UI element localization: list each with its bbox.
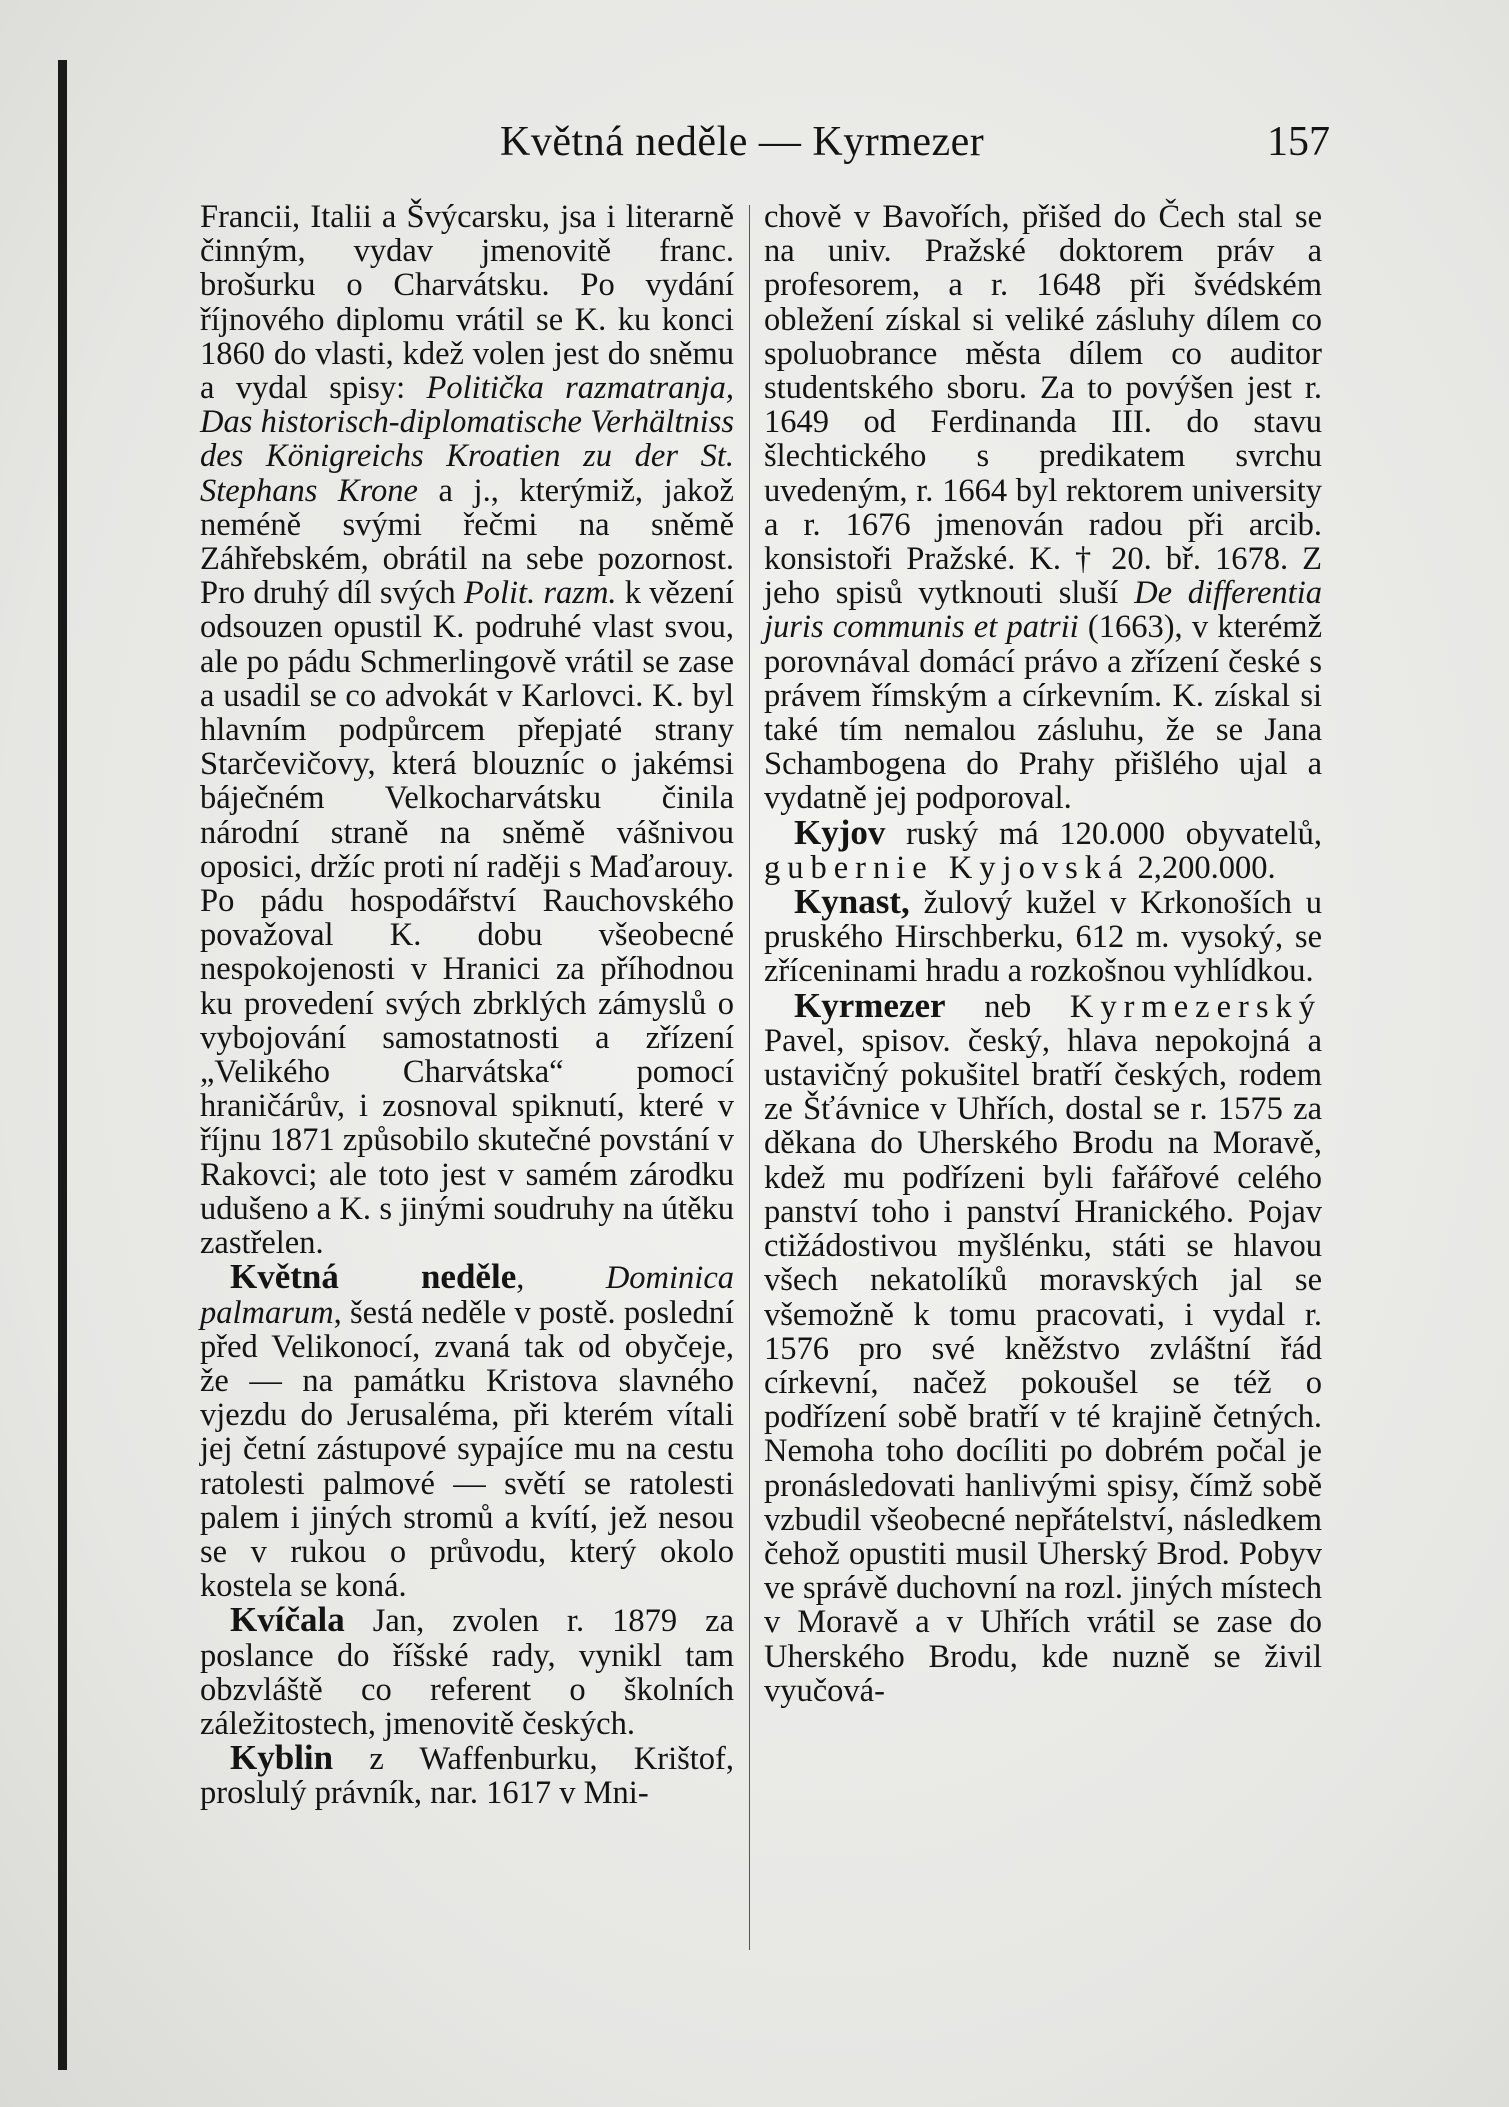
entry-text: Francii, Italii a Švýcarsku, jsa i literarně činným, vydav jmenovitě franc. brošurku o Charvátsku. Po vydání říjnového diplomu vrátil se K. ku konci 1860 do vlasti, kdež volen jest do sněmu a vydal spisy:	[200, 199, 734, 407]
entry-kvicala	[200, 1600, 734, 1742]
entry-headword: Kvíčala	[230, 1600, 345, 1640]
entry-headword: Kynast,	[794, 882, 910, 922]
entry-text: a j., kterýmiž, jakož neméně svými řečmi na sněmě Záhřebském, obrátil na sebe pozornost. Pro druhý díl svých	[200, 472, 734, 612]
work-title: Polit. razm.	[463, 575, 617, 612]
entry-continuation	[200, 200, 734, 1260]
entry-kyblin	[200, 1738, 734, 1812]
spaced-term: gubernie Kyjovská	[764, 849, 1130, 886]
running-title: Květná neděle — Kyrmezer	[500, 119, 985, 165]
entry-headword: Květná neděle	[230, 1257, 517, 1297]
entry-text: ruský má 120.000 obyvatelů,	[885, 815, 1322, 852]
work-title: De differentia juris communis et patrii	[764, 575, 1322, 646]
entry-text: Jan, zvolen r. 1879 za poslance do říšské rady, vynikl tam obzvláště co referent o školních záležitostech, jmenovitě českých.	[200, 1603, 734, 1742]
entry-text: (1663), v kterémž porovnával domácí právo a zřízení české s právem římským a církevním. K. získal si také tím nemalou zásluhu, že se Jana Schambogena do Prahy přišlého ujal a vydatně jej podporoval.	[764, 609, 1322, 817]
entry-headword: Kyrmezer	[794, 985, 946, 1025]
entry-kyblin-continued	[764, 200, 1322, 816]
column-divider	[749, 205, 750, 1950]
work-title: Politička razmatranja, Das historisch-diplomatische Verhältniss des Königreichs Kroatien zu der St. Stephans Krone	[200, 370, 735, 509]
spaced-term: Kyrmezerský	[1069, 988, 1322, 1025]
entry-text: Pavel, spisov. český, hlava nepokojná a ustavičný pokušitel bratří českých, rodem ze Šťávnice v Uhřích, dostal se r. 1575 za děkana do Uherského Brodu na Moravě, kdež mu podřízeni byli fařářové celého panství toho i panství Hranického. Pojav ctižádostivou myšlénku, státi se hlavou všech nekatolíků moravských jal se všemožně k tomu pracovati, i vydal r. 1576 pro své kněžstvo zvláštní řád církevní, načež pokoušel se též o podřízení sobě bratří v té krajině četných. Nemoha toho docíliti po dobrém počal je pronásledovati hanlivými spisy, čímž sobě vzbudil všeobecné nepřátelství, následkem čehož opustiti musil Uherský Brod. Pobyv ve správě duchovní na rozl. jiných místech v Moravě a v Uhřích vrátil se zase do Uherského Brodu, kde nuzně se živil vyučová-	[764, 1022, 1322, 1709]
entry-headword: Kyblin	[230, 1738, 334, 1778]
entry-kyrmezer	[764, 985, 1322, 1709]
entry-kvetna-nedele: Květná neděle, Dominica palmarum, šestá neděle v postě. poslední před Velikonocí, zvaná tak od obyčeje, že — na památku Kristova slavného vjezdu do Jerusaléma, při kterém vítali jej četní zástupové sypajíce mu na cestu ratolesti palmové — světí se ratolesti palem i jiných stromů a kvítí, jež nesou se v rukou o průvodu, který okolo kostela se koná.	[200, 1257, 735, 1605]
running-header	[200, 118, 1330, 178]
entry-text: neb	[945, 988, 1070, 1025]
entry-headword: Kyjov	[794, 812, 886, 852]
entry-kyjov	[764, 812, 1322, 886]
left-column	[200, 200, 734, 1811]
latin-term: Dominica palmarum	[200, 1260, 735, 1331]
page-number: 157	[1267, 119, 1330, 165]
right-column	[764, 200, 1322, 1708]
entry-text: , šestá neděle v postě. poslední před Velikonocí, zvaná tak od obyčeje, že — na památku Kristova slavného vjezdu do Jerusaléma, při kterém vítali jej četní zástupové sypajíce mu na cestu ratolesti palmové — světí se ratolesti palem i jiných stromů a kvítí, jež nesou se v rukou o průvodu, který okolo kostela se koná.	[200, 1294, 734, 1605]
binding-edge	[58, 60, 67, 2070]
entry-text: žulový kužel v Krkonoších u pruského Hirschberku, 612 m. vysoký, se zříceninami hradu a rozkošnou vyhlídkou.	[764, 885, 1322, 990]
entry-text: k vězení odsouzen opustil K. podruhé vlast svou, ale po pádu Schmerlingově vrátil se zase a usadil se co advokát v Karlovci. K. byl hlavním podpůrcem přepjaté strany Starčevičovy, která blouzníc o jakémsi báječném Velkocharvátsku činila národní straně na sněmě vášnivou oposici, držíc proti ní raději s Maďarouy. Po pádu hospodářství Rauchovského považoval K. dobu všeobecné nespokojenosti v Hranici za příhodnou ku provedení svých zbrklých zámyslů o vybojování samostatnosti a zřízení „Velikého Charvátska“ pomocí hraničárův, i zosnoval spiknutí, které v říjnu 1871 způsobilo skutečné povstání v Rakovci; ale toto jest v samém zárodku udušeno a K. s jinými soudruhy na útěku zastřelen.	[200, 575, 734, 1262]
entry-text: 2,200.000.	[1129, 849, 1276, 886]
entry-text: chově v Bavořích, přišed do Čech stal se na univ. Pražské doktorem práv a profesorem, a r. 1648 při švédském obležení získal si veliké zásluhy dílem co spoluobrance města dílem co auditor studentského sboru. Za to povýšen jest r. 1649 od Ferdinanda III. do stavu šlechtického s predikatem svrchu uvedeným, r. 1664 byl rektorem university a r. 1676 jmenován radou při arcib. konsistoři Pražské. K. † 20. bř. 1678. Z jeho spisů vytknouti sluší	[764, 199, 1322, 612]
entry-kynast	[764, 882, 1322, 990]
entry-text: z Waffenburku, Krištof, proslulý právník, nar. 1617 v Mni-	[200, 1741, 734, 1812]
